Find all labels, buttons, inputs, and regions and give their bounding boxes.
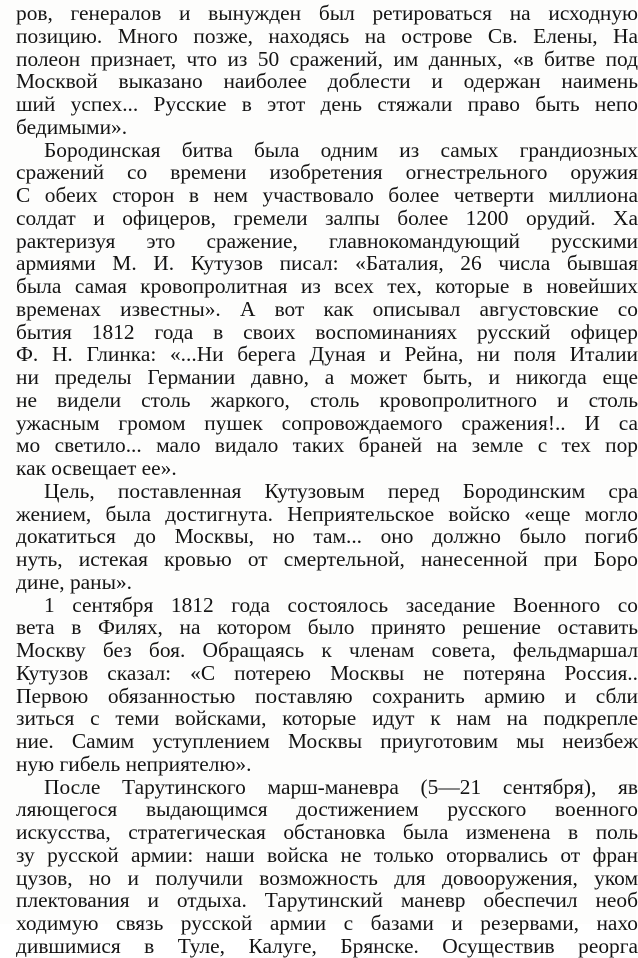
text-line: ную гибель неприятелю».: [16, 751, 252, 776]
text-line: Кутузов сказал: «С потерею Москвы не потеряна Россия..: [16, 660, 638, 685]
paragraph-4: [16, 594, 638, 776]
text-line: докатиться до Москвы, но там... оно должно было погиб: [16, 524, 638, 549]
text-line: мо светило... мало видало таких браней на земле с тех пор: [16, 433, 638, 458]
text-line: Москву без боя. Обращаясь к членам совета, фельдмаршал: [16, 638, 638, 662]
text-line: Первою обязанностью поставляю сохранить армию и сбли: [16, 683, 638, 708]
text-column: [16, 2, 638, 958]
text-line: жением, была достигнута. Неприятельское войско «еще могло: [16, 501, 638, 526]
text-line: ние. Самим уступлением Москвы приуготовим мы неизбеж: [16, 729, 638, 753]
text-line: После Тарутинского марш-маневра (5—21 сентября), яв: [44, 774, 638, 799]
text-line: плектования и отдыха. Тарутинский маневр обеспечил необ: [16, 888, 638, 913]
text-line: ший успех... Русские в этот день стяжали право быть непо: [16, 92, 638, 116]
text-line: полеон признает, что из 50 сражений, им данных, «в битве под: [16, 46, 638, 71]
text-line: 1 сентября 1812 года состоялось заседание Военного со: [44, 592, 638, 617]
text-line: зу русской армии: наши войска не только оторвались от фран: [16, 842, 638, 867]
text-line: ужасным громом пушек сопровождаемого сражения!.. И са: [16, 410, 638, 435]
text-line: сражений со времени изобретения огнестрельного оружия: [16, 160, 638, 185]
paragraph-5: [16, 776, 638, 958]
text-line: ни пределы Германии давно, а может быть, и никогда еще: [16, 365, 638, 389]
paragraph-3: [16, 480, 638, 594]
text-line: солдат и офицеров, гремели залпы более 1200 орудий. Ха: [16, 205, 638, 230]
text-line: бытия 1812 года в своих воспоминаниях русский офицер: [16, 319, 638, 344]
paragraph-2: [16, 139, 638, 480]
text-line: армиями М. И. Кутузов писал: «Баталия, 26 числа бывшая: [16, 251, 638, 276]
text-line: С обеих сторон в нем участвовало более четверти миллиона: [16, 183, 638, 207]
text-line: зиться с теми войсками, которые идут к нам на подкрепле: [16, 706, 638, 731]
text-line: не видели столь жаркого, столь кровопролитного и столь: [16, 387, 638, 412]
text-line: ров, генералов и вынужден был ретироваться на исходную: [16, 1, 638, 25]
paragraph-1: [16, 2, 638, 139]
text-line: как освещает ее».: [16, 456, 177, 480]
text-line: была самая кровопролитная из всех тех, которые в новейших: [16, 274, 638, 298]
text-line: дившимися в Туле, Калуге, Брянске. Осуществив реорга: [16, 933, 638, 958]
text-line: ходимую связь русской армии с базами и резервами, нахо: [16, 911, 638, 935]
text-line: Москвой выказано наиболее доблести и одержан наимень: [16, 69, 638, 94]
text-line: нуть, истекая кровью от смертельной, нанесенной при Боро: [16, 547, 638, 571]
text-line: вета в Филях, на котором было принято решение оставить: [16, 615, 638, 640]
text-line: Ф. Н. Глинка: «...Ни берега Дуная и Рейна, ни поля Италии: [16, 342, 638, 367]
text-line: искусства, стратегическая обстановка была изменена в поль: [16, 820, 638, 844]
text-line: ляющегося выдающимся достижением русского военного: [16, 797, 638, 822]
text-line: рактеризуя это сражение, главнокомандующий русскими: [16, 228, 638, 253]
text-line: бедимыми».: [16, 114, 128, 139]
text-line: дине, раны».: [16, 569, 133, 594]
text-line: Бородинская битва была одним из самых грандиозных: [44, 137, 638, 162]
text-line: цузов, но и получили возможность для довооружения, уком: [16, 865, 638, 890]
text-line: позицию. Много позже, находясь на острове Св. Елены, На: [16, 23, 638, 48]
text-line: Цель, поставленная Кутузовым перед Бородинским сра: [44, 478, 638, 503]
text-line: временах известны». А вот как описывал августовские со: [16, 296, 638, 321]
